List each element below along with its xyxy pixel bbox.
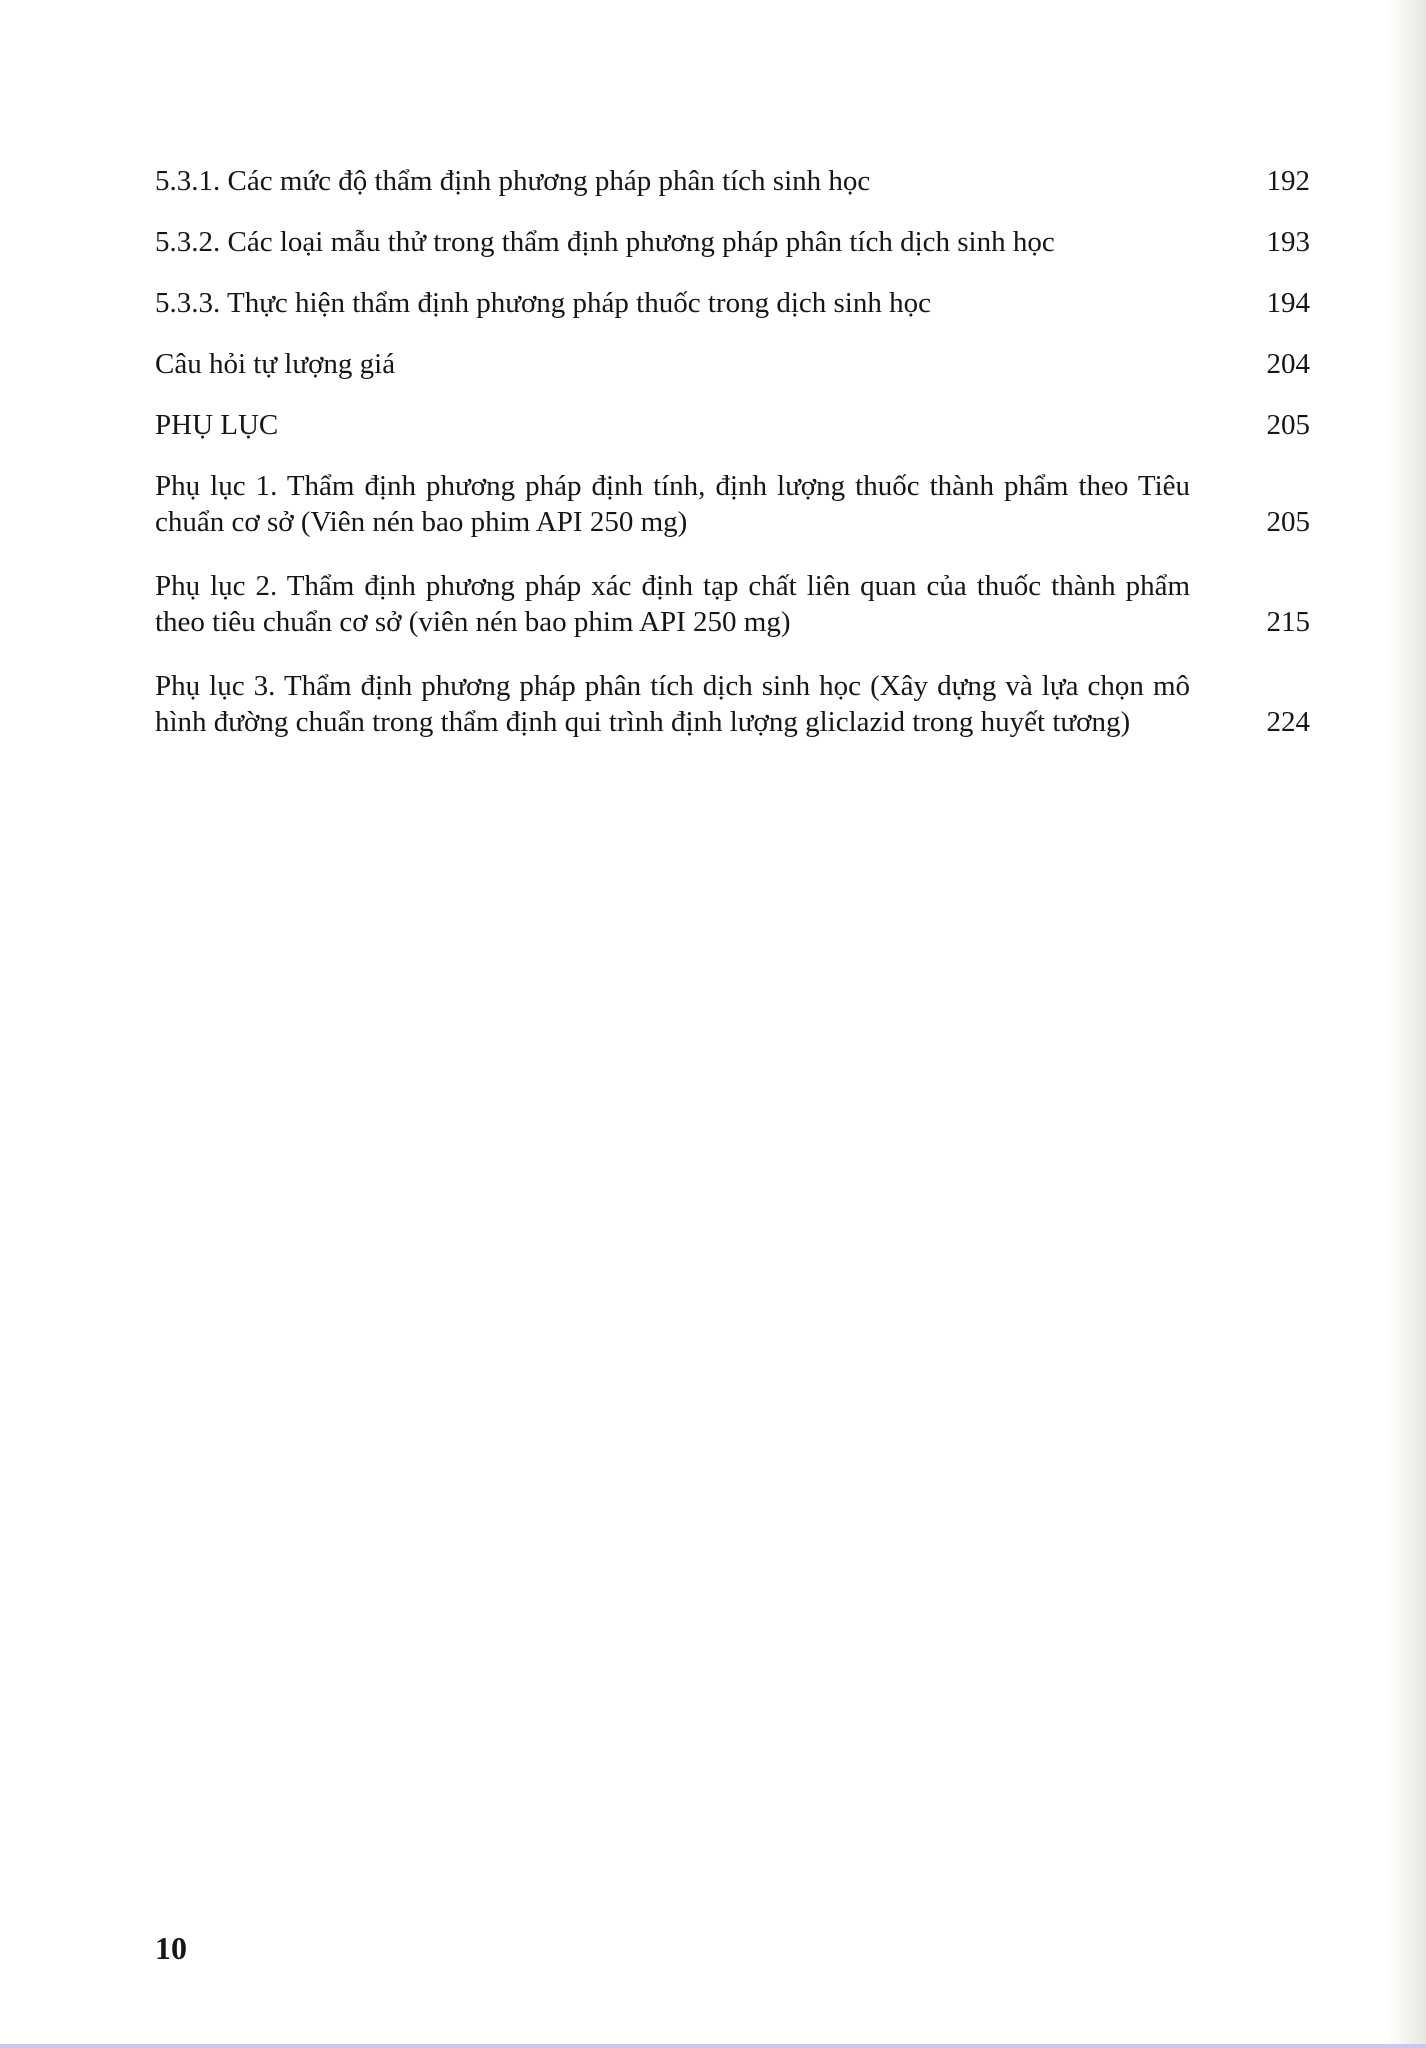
toc-entry-title: Phụ lục 3. Thẩm định phương pháp phân tích dịch sinh học (Xây dựng và lựa chọn mô hình đường chuẩn trong thẩm định qui trình định lượng gliclazid trong huyết tương) — [155, 670, 1190, 738]
toc-entry-title: PHỤ LỤC — [155, 409, 279, 441]
toc-entry-page: 193 — [1266, 226, 1310, 258]
toc-entry-page: 215 — [1266, 606, 1310, 638]
toc-entry-5-3-3 — [155, 285, 1310, 321]
toc-entry-title: 5.3.1. Các mức độ thẩm định phương pháp phân tích sinh học — [155, 165, 871, 197]
scan-bottom-edge — [0, 2044, 1426, 2048]
toc-entry-title: Câu hỏi tự lượng giá — [155, 348, 396, 380]
toc-entry-appendix-1 — [155, 468, 1310, 540]
toc-entry-title: 5.3.3. Thực hiện thẩm định phương pháp thuốc trong dịch sinh học — [155, 287, 931, 319]
toc-entry-page: 205 — [1266, 409, 1310, 441]
toc-entry-page: 205 — [1266, 506, 1310, 538]
page-number: 10 — [155, 1930, 187, 1966]
table-of-contents — [155, 163, 1310, 768]
toc-entry-appendix — [155, 407, 1310, 443]
toc-entry-5-3-1 — [155, 163, 1310, 199]
page-edge-shadow — [1386, 0, 1426, 2048]
toc-entry-5-3-2 — [155, 224, 1310, 260]
toc-entry-title: Phụ lục 1. Thẩm định phương pháp định tính, định lượng thuốc thành phẩm theo Tiêu chuẩn cơ sở (Viên nén bao phim API 250 mg) — [155, 470, 1190, 538]
toc-entry-title: 5.3.2. Các loại mẫu thử trong thẩm định phương pháp phân tích dịch sinh học — [155, 226, 1055, 258]
toc-entry-page: 192 — [1266, 165, 1310, 197]
toc-entry-appendix-3 — [155, 668, 1310, 740]
toc-entry-appendix-2 — [155, 568, 1310, 640]
toc-entry-review-questions — [155, 346, 1310, 382]
toc-entry-page: 204 — [1266, 348, 1310, 380]
toc-entry-page: 194 — [1266, 287, 1310, 319]
toc-entry-title: Phụ lục 2. Thẩm định phương pháp xác định tạp chất liên quan của thuốc thành phẩm theo tiêu chuẩn cơ sở (viên nén bao phim API 250 mg) — [155, 570, 1190, 638]
toc-entry-page: 224 — [1266, 706, 1310, 738]
